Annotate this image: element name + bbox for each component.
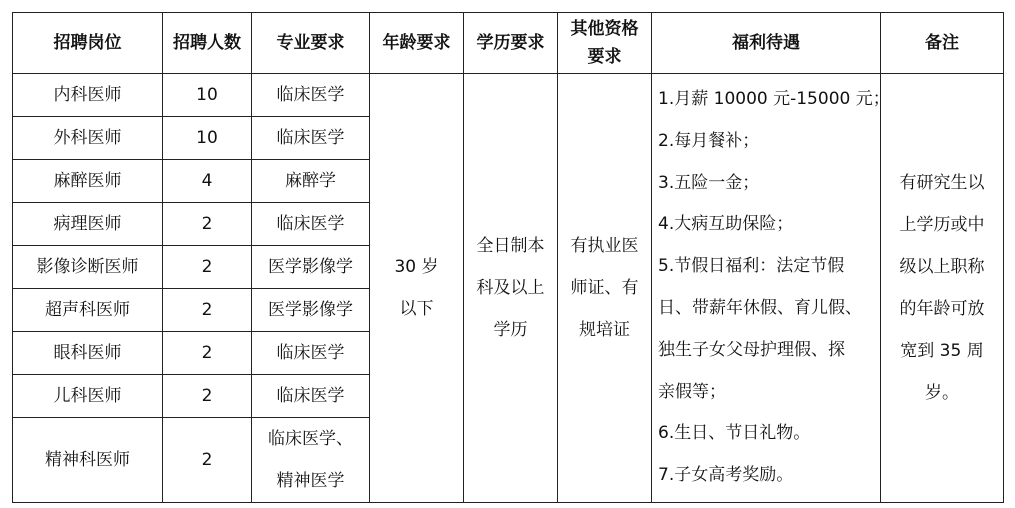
welfare-line: 日、带薪年休假、育儿假、: [658, 298, 862, 318]
header-note: 备注: [881, 13, 1004, 74]
welfare-line: 7.子女高考奖励。: [658, 465, 794, 486]
cell-count: 10: [163, 74, 252, 117]
welfare-line: 亲假等；: [658, 381, 726, 402]
welfare-line: 1.月薪 10000 元-15000 元；: [658, 89, 890, 110]
cell-major: 医学影像学: [252, 289, 370, 332]
recruitment-table: [12, 12, 1004, 503]
cell-position: 病理医师: [13, 203, 163, 246]
cell-count: 4: [163, 160, 252, 203]
cell-position: 影像诊断医师: [13, 246, 163, 289]
header-position: 招聘岗位: [13, 13, 163, 74]
cell-major: 临床医学: [252, 203, 370, 246]
cell-note: [881, 74, 1004, 503]
cell-position: 眼科医师: [13, 332, 163, 375]
major-line1: 临床医学、: [268, 429, 353, 449]
cell-welfare: [652, 74, 890, 503]
other-line1: 有执业医: [570, 236, 639, 256]
welfare-line: 5.节假日福利：法定节假: [658, 256, 845, 277]
cell-count: 2: [163, 246, 252, 289]
age-line2: 以下: [399, 299, 434, 319]
cell-count: 2: [163, 332, 252, 375]
header-age: 年龄要求: [370, 13, 464, 74]
table-row: [13, 74, 1004, 117]
cell-position: 儿科医师: [13, 375, 163, 418]
note-line1: 有研究生以: [899, 173, 985, 193]
cell-education: [464, 74, 558, 503]
welfare-line: 6.生日、节日礼物。: [658, 423, 811, 444]
note-line3: 级以上职称: [899, 257, 985, 277]
cell-count: 10: [163, 117, 252, 160]
header-other: [558, 13, 652, 74]
cell-major: [252, 418, 370, 503]
cell-major: 临床医学: [252, 74, 370, 117]
header-major: 专业要求: [252, 13, 370, 74]
welfare-line: 独生子女父母护理假、探: [658, 339, 845, 360]
cell-major: 医学影像学: [252, 246, 370, 289]
education-line3: 学历: [493, 320, 528, 340]
cell-other-qualification: [558, 74, 652, 503]
cell-major: 临床医学: [252, 375, 370, 418]
header-other-line1: 其他资格: [570, 19, 639, 39]
cell-position: 精神科医师: [13, 418, 163, 503]
cell-count: 2: [163, 375, 252, 418]
cell-count: 2: [163, 203, 252, 246]
other-line2: 师证、有: [570, 278, 639, 298]
note-line4: 的年龄可放: [899, 299, 985, 319]
age-line1: 30 岁: [394, 257, 439, 277]
cell-position: 外科医师: [13, 117, 163, 160]
cell-major: 临床医学: [252, 332, 370, 375]
cell-position: 麻醉医师: [13, 160, 163, 203]
education-line1: 全日制本: [476, 236, 545, 256]
cell-count: 2: [163, 289, 252, 332]
header-education: 学历要求: [464, 13, 558, 74]
note-line2: 上学历或中: [899, 215, 985, 235]
education-line2: 科及以上: [476, 278, 545, 298]
cell-major: 麻醉学: [252, 160, 370, 203]
cell-position: 内科医师: [13, 74, 163, 117]
cell-position: 超声科医师: [13, 289, 163, 332]
cell-major: 临床医学: [252, 117, 370, 160]
header-count: 招聘人数: [163, 13, 252, 74]
welfare-line: 4.大病互助保险；: [658, 214, 794, 235]
welfare-line: 3.五险一金；: [658, 172, 760, 193]
welfare-line: 2.每月餐补；: [658, 130, 760, 151]
header-other-line2: 要求: [587, 47, 622, 67]
cell-count: 2: [163, 418, 252, 503]
other-line3: 规培证: [579, 320, 630, 340]
table-header-row: [13, 13, 1004, 74]
header-welfare: 福利待遇: [652, 13, 881, 74]
note-line5: 宽到 35 周岁。: [900, 341, 984, 403]
major-line2: 精神医学: [276, 471, 345, 491]
cell-age: [370, 74, 464, 503]
